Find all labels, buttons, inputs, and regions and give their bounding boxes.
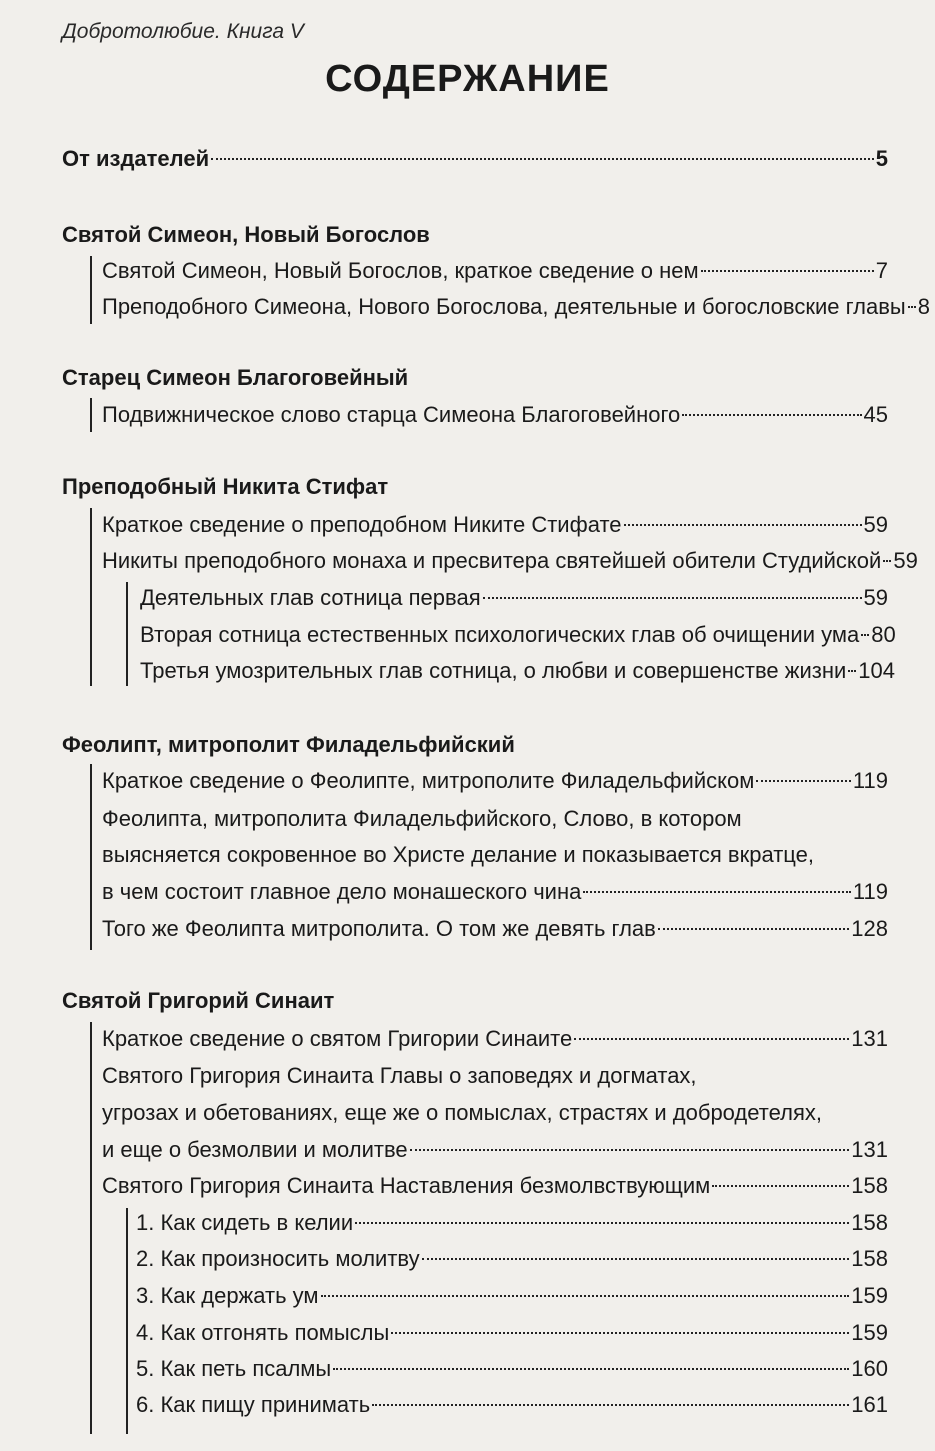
section-bar <box>90 764 92 950</box>
leader-dots <box>756 780 851 782</box>
toc-entry-label: 6. Как пищу принимать <box>136 1392 371 1417</box>
toc-entry <box>102 914 888 944</box>
leader-dots <box>682 414 861 416</box>
leader-dots <box>848 670 856 672</box>
leader-dots <box>624 524 862 526</box>
toc-entry-page: 59 <box>863 512 888 537</box>
toc-entry-label: 4. Как отгонять помыслы <box>136 1320 390 1345</box>
toc-entry-page: 161 <box>851 1392 888 1417</box>
page-title: СОДЕРЖАНИЕ <box>325 58 610 100</box>
toc-entry-page: 158 <box>851 1246 888 1271</box>
toc-entry-label: 5. Как петь псалмы <box>136 1356 332 1381</box>
toc-entry <box>102 400 888 430</box>
toc-entry <box>62 144 888 174</box>
leader-dots <box>211 158 874 160</box>
section-heading: Старец Симеон Благоговейный <box>62 365 409 390</box>
section-bar <box>90 508 92 686</box>
section-heading: Феолипт, митрополит Филадельфийский <box>62 732 515 757</box>
toc-entry <box>102 292 930 322</box>
toc-entry-page: 131 <box>851 1026 888 1051</box>
toc-entry-page: 160 <box>851 1356 888 1381</box>
toc-entry-line: Святого Григория Синаита Главы о заповедях и догматах, <box>102 1063 697 1088</box>
section-bar <box>90 256 92 324</box>
toc-entry-label: Того же Феолипта митрополита. О том же девять глав <box>102 916 656 941</box>
leader-dots <box>658 928 849 930</box>
leader-dots <box>321 1295 850 1297</box>
toc-entry-label: Святого Григория Синаита Наставления безмолвствующим <box>102 1173 711 1198</box>
leader-dots <box>410 1149 850 1151</box>
section-bar <box>90 398 92 432</box>
section-heading: Святой Григорий Синаит <box>62 988 335 1013</box>
toc-entry-label: Никиты преподобного монаха и пресвитера святейшей обители Студийской <box>102 548 882 573</box>
toc-entry-page: 104 <box>858 658 895 683</box>
toc-entry-label: 3. Как держать ум <box>136 1283 319 1308</box>
section-heading: Преподобный Никита Стифат <box>62 474 389 499</box>
toc-entry-label: 2. Как произносить молитву <box>136 1246 420 1271</box>
toc-entry <box>136 1244 888 1274</box>
leader-dots <box>574 1038 849 1040</box>
toc-entry-page: 119 <box>852 768 888 793</box>
toc-entry <box>136 1281 888 1311</box>
toc-entry-page: 59 <box>893 548 918 573</box>
toc-entry-label: Деятельных глав сотница первая <box>140 585 481 610</box>
section-bar <box>90 1022 92 1434</box>
section-heading: Святой Симеон, Новый Богослов <box>62 222 430 247</box>
toc-entry-label: в чем состоит главное дело монашеского чина <box>102 879 582 904</box>
toc-entry-line: выясняется сокровенное во Христе делание и показывается вкратце, <box>102 842 814 867</box>
toc-entry <box>136 1208 888 1238</box>
toc-entry-label: Вторая сотница естественных психологических глав об очищении ума <box>140 622 860 647</box>
toc-entry-label: Краткое сведение о святом Григории Синаите <box>102 1026 573 1051</box>
toc-entry-page: 59 <box>863 585 888 610</box>
leader-dots <box>883 560 891 562</box>
toc-entry-page: 158 <box>851 1210 888 1235</box>
toc-entry-page: 80 <box>871 622 896 647</box>
toc-entry <box>140 583 888 613</box>
toc-entry <box>102 256 888 286</box>
toc-entry-page: 159 <box>851 1320 888 1345</box>
toc-entry <box>102 1024 888 1054</box>
running-head: Добротолюбие. Книга V <box>62 20 304 43</box>
leader-dots <box>712 1185 849 1187</box>
toc-entry-line: угрозах и обетованиях, еще же о помыслах, страстях и добродетелях, <box>102 1100 822 1125</box>
toc-entry <box>136 1318 888 1348</box>
toc-entry-page: 45 <box>863 402 888 427</box>
toc-entry-page: 158 <box>851 1173 888 1198</box>
toc-entry <box>102 546 918 576</box>
toc-entry-label: и еще о безмолвии и молитве <box>102 1137 408 1162</box>
leader-dots <box>391 1332 849 1334</box>
toc-entry <box>102 1171 888 1201</box>
toc-entry <box>136 1354 888 1384</box>
toc-entry <box>102 1135 888 1165</box>
leader-dots <box>333 1368 849 1370</box>
toc-entry <box>140 620 896 650</box>
toc-entry-line: Феолипта, митрополита Филадельфийского, Слово, в котором <box>102 806 742 831</box>
toc-entry-page: 131 <box>851 1137 888 1162</box>
leader-dots <box>701 270 874 272</box>
toc-entry <box>102 510 888 540</box>
subsection-bar <box>126 1208 128 1434</box>
toc-entry-label: 1. Как сидеть в келии <box>136 1210 354 1235</box>
toc-entry-label: Третья умозрительных глав сотница, о любви и совершенстве жизни <box>140 658 847 683</box>
toc-entry-page: 8 <box>917 294 930 319</box>
toc-entry <box>102 877 888 907</box>
toc-entry <box>140 656 895 686</box>
toc-entry-label: Краткое сведение о Феолипте, митрополите Филадельфийском <box>102 768 755 793</box>
leader-dots <box>483 597 862 599</box>
leader-dots <box>422 1258 850 1260</box>
leader-dots <box>861 634 869 636</box>
toc-entry <box>136 1390 888 1420</box>
toc-entry-label: Преподобного Симеона, Нового Богослова, деятельные и богословские главы <box>102 294 906 319</box>
toc-entry-page: 5 <box>875 146 888 171</box>
toc-entry-label: Святой Симеон, Новый Богослов, краткое сведение о нем <box>102 258 699 283</box>
toc-entry-label: От издателей <box>62 146 210 171</box>
leader-dots <box>355 1222 849 1224</box>
toc-entry-label: Подвижническое слово старца Симеона Благоговейного <box>102 402 681 427</box>
toc-entry <box>102 766 888 796</box>
toc-entry-page: 128 <box>851 916 888 941</box>
leader-dots <box>583 891 851 893</box>
toc-entry-page: 119 <box>852 879 888 904</box>
leader-dots <box>372 1404 849 1406</box>
toc-entry-page: 159 <box>851 1283 888 1308</box>
leader-dots <box>908 306 916 308</box>
toc-entry-label: Краткое сведение о преподобном Никите Стифате <box>102 512 622 537</box>
toc-entry-page: 7 <box>875 258 888 283</box>
subsection-bar <box>126 582 128 686</box>
